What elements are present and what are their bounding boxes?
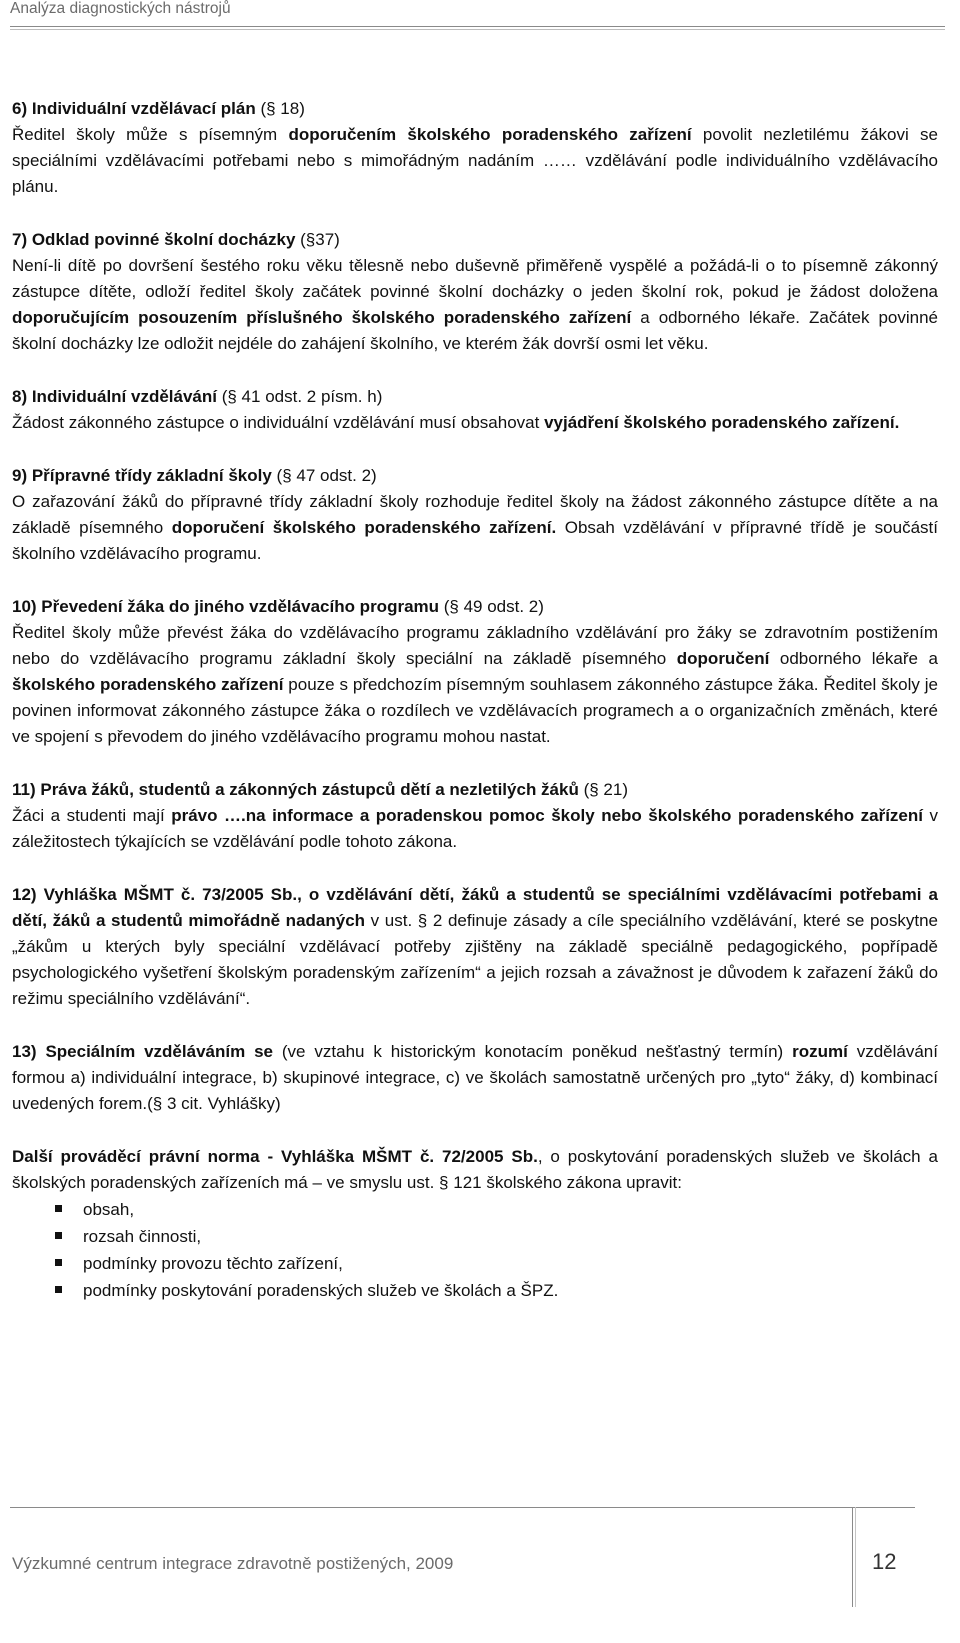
page-footer <box>0 1507 960 1643</box>
section-7-text-1: Není-li dítě po dovršení šestého roku věku tělesně nebo duševně přiměřeně vyspělé a požádá-li o to písemně zákonný zástupce dítěte, odloží ředitel školy začátek povinné školní docházky o jeden školní rok, pokud je žádost doložena <box>12 256 938 301</box>
section-13-text-3: vzdělávání formou a) individuální integrace, b) skupinové integrace, c) ve školách samostatně určených pro „tyto“ žáky, d) kombinací uvedených forem.(§ 3 cit. Vyhlášky) <box>12 1042 938 1113</box>
section-11-text-2: právo ….na informace a poradenskou pomoc školy nebo školského poradenského zařízení <box>171 806 923 825</box>
section-13 <box>12 1039 938 1117</box>
section-10 <box>12 594 938 750</box>
section-8-ref: (§ 41 odst. 2 písm. h) <box>217 387 383 406</box>
section-7-title: 7) Odklad povinné školní docházky <box>12 230 296 249</box>
section-10-text-1: Ředitel školy může převést žáka do vzdělávacího programu základního vzdělávání pro žáky se zdravotním postižením nebo do vzdělávacího programu základní školy speciální na základě písemného <box>12 623 938 668</box>
section-14 <box>12 1144 938 1304</box>
section-9-ref: (§ 47 odst. 2) <box>271 466 377 485</box>
footer-rule <box>10 1507 915 1508</box>
section-7-text <box>12 253 938 357</box>
bullet-icon <box>55 1205 62 1212</box>
section-8-title: 8) Individuální vzdělávání <box>12 387 217 406</box>
section-7-text-3: a odborného lékaře. Začátek povinné školní docházky lze odložit nejdéle do zahájení školního, ve kterém žák dovrší osmi let věku. <box>12 308 938 353</box>
section-10-text-5: pouze s předchozím písemným souhlasem zákonného zástupce žáka. Ředitel školy je povinen informovat zákonného zástupce žáka o rozdílech ve vzdělávacích programech a o organizačních změnách, které ve spojení s převodem do jiného vzdělávacího programu mohou nastat. <box>12 675 938 746</box>
section-7-ref: (§37) <box>295 230 340 249</box>
list-item <box>12 1196 938 1223</box>
bullet-list <box>12 1196 938 1304</box>
section-12-text <box>12 882 938 1012</box>
list-item-text: podmínky poskytování poradenských služeb ve školách a ŠPZ. <box>83 1281 559 1300</box>
header-rule <box>10 26 945 27</box>
list-item <box>12 1277 938 1304</box>
section-11-text-1: Žáci a studenti mají <box>12 806 172 825</box>
section-10-ref: (§ 49 odst. 2) <box>439 597 544 616</box>
footer-divider <box>852 1507 853 1607</box>
section-9-text-3: Obsah vzdělávání v přípravné třídě je součástí školního vzdělávacího programu. <box>12 518 938 563</box>
section-14-text-1: , o poskytování poradenských služeb ve školách a školských poradenských zařízeních má – ve smyslu ust. § 121 školského zákona upravit: <box>12 1147 938 1192</box>
section-8-text-2: vyjádření školského poradenského zařízení. <box>544 413 900 432</box>
section-6-ref: (§ 18) <box>255 99 305 118</box>
section-9-text-1: O zařazování žáků do přípravné třídy základní školy rozhoduje ředitel školy na žádost zákonného zástupce dítěte a na základě písemného <box>12 492 938 537</box>
section-12-title: 12) Vyhláška MŠMT č. 73/2005 Sb. <box>12 885 298 904</box>
section-12-text-2: v ust. § 2 definuje zásady a cíle speciálního vzdělávání, které se poskytne „žákům u kterých byly speciální vzdělávací potřeby zjištěny na základě speciálně pedagogického, popřípadě psychologického vyšetření školským poradenským zařízením“ a jejich rozsah a závažnost je důvodem k zařazení žáků do režimu speciálního vzdělávání“. <box>12 911 938 1008</box>
section-7-text-2: doporučujícím posouzením příslušného školského poradenského zařízení <box>12 308 632 327</box>
header-rule-secondary <box>10 29 945 30</box>
section-11 <box>12 777 938 855</box>
section-13-text <box>12 1039 938 1117</box>
section-11-ref: (§ 21) <box>578 780 628 799</box>
section-9-text <box>12 489 938 567</box>
section-7-heading <box>12 227 938 253</box>
section-14-title: Další prováděcí právní norma - Vyhláška MŠMT č. 72/2005 Sb. <box>12 1147 538 1166</box>
section-11-text <box>12 803 938 855</box>
page-number: 12 <box>872 1549 897 1574</box>
list-item-text: obsah, <box>83 1200 135 1219</box>
section-10-text-3: odborného lékaře a <box>769 649 938 668</box>
section-6-text-3: povolit nezletilému žákovi se speciálními vzdělávacími potřebami nebo s mimořádným nadáním …… vzdělávání podle individuálního vzdělávacího plánu. <box>12 125 938 196</box>
section-6-title: 6) Individuální vzdělávací plán <box>12 99 256 118</box>
bullet-icon <box>55 1286 62 1293</box>
section-8-heading <box>12 384 938 410</box>
section-10-title: 10) Převedení žáka do jiného vzdělávacího programu <box>12 597 440 616</box>
bullet-icon <box>55 1232 62 1239</box>
footer-text: Výzkumné centrum integrace zdravotně postižených, 2009 <box>12 1554 454 1573</box>
list-item-text: rozsah činnosti, <box>83 1227 202 1246</box>
section-12 <box>12 882 938 1012</box>
section-6-text-1: Ředitel školy může s písemným <box>12 125 289 144</box>
section-8-text <box>12 410 938 436</box>
section-12-text-1: , o vzdělávání dětí, žáků a studentů se speciálními vzdělávacími potřebami a dětí, žáků a studentů mimořádně nadaných <box>12 885 939 930</box>
bullet-icon <box>55 1259 62 1266</box>
section-11-title: 11) Práva žáků, studentů a zákonných zástupců dětí a nezletilých žáků <box>12 780 579 799</box>
section-9-title: 9) Přípravné třídy základní školy <box>12 466 272 485</box>
page-header <box>10 0 950 18</box>
section-7 <box>12 227 938 357</box>
section-11-text-3: v záležitostech týkajících se vzdělávání podle tohoto zákona. <box>12 806 938 851</box>
section-6-text <box>12 122 938 200</box>
section-9-text-2: doporučení školského poradenského zařízení. <box>171 518 557 537</box>
section-8 <box>12 384 938 436</box>
section-6 <box>12 96 938 200</box>
header-title: Analýza diagnostických nástrojů <box>10 0 231 17</box>
section-9 <box>12 463 938 567</box>
section-9-heading <box>12 463 938 489</box>
section-13-text-2: rozumí <box>792 1042 848 1061</box>
list-item-text: podmínky provozu těchto zařízení, <box>83 1254 343 1273</box>
section-6-heading <box>12 96 938 122</box>
section-14-text <box>12 1144 938 1196</box>
section-11-heading <box>12 777 938 803</box>
section-8-text-1: Žádost zákonného zástupce o individuální vzdělávání musí obsahovat <box>12 413 545 432</box>
section-13-title: 13) Speciálním vzděláváním se <box>12 1042 273 1061</box>
section-10-text <box>12 620 938 750</box>
list-item <box>12 1223 938 1250</box>
list-item <box>12 1250 938 1277</box>
section-10-text-2: doporučení <box>676 649 770 668</box>
section-10-heading <box>12 594 938 620</box>
section-6-text-2: doporučením školského poradenského zařízení <box>288 125 692 144</box>
section-10-text-4: školského poradenského zařízení <box>12 675 284 694</box>
section-13-text-1: (ve vztahu k historickým konotacím poněkud nešťastný termín) <box>273 1042 793 1061</box>
document-body <box>12 96 938 1331</box>
footer-divider-secondary <box>855 1507 856 1607</box>
